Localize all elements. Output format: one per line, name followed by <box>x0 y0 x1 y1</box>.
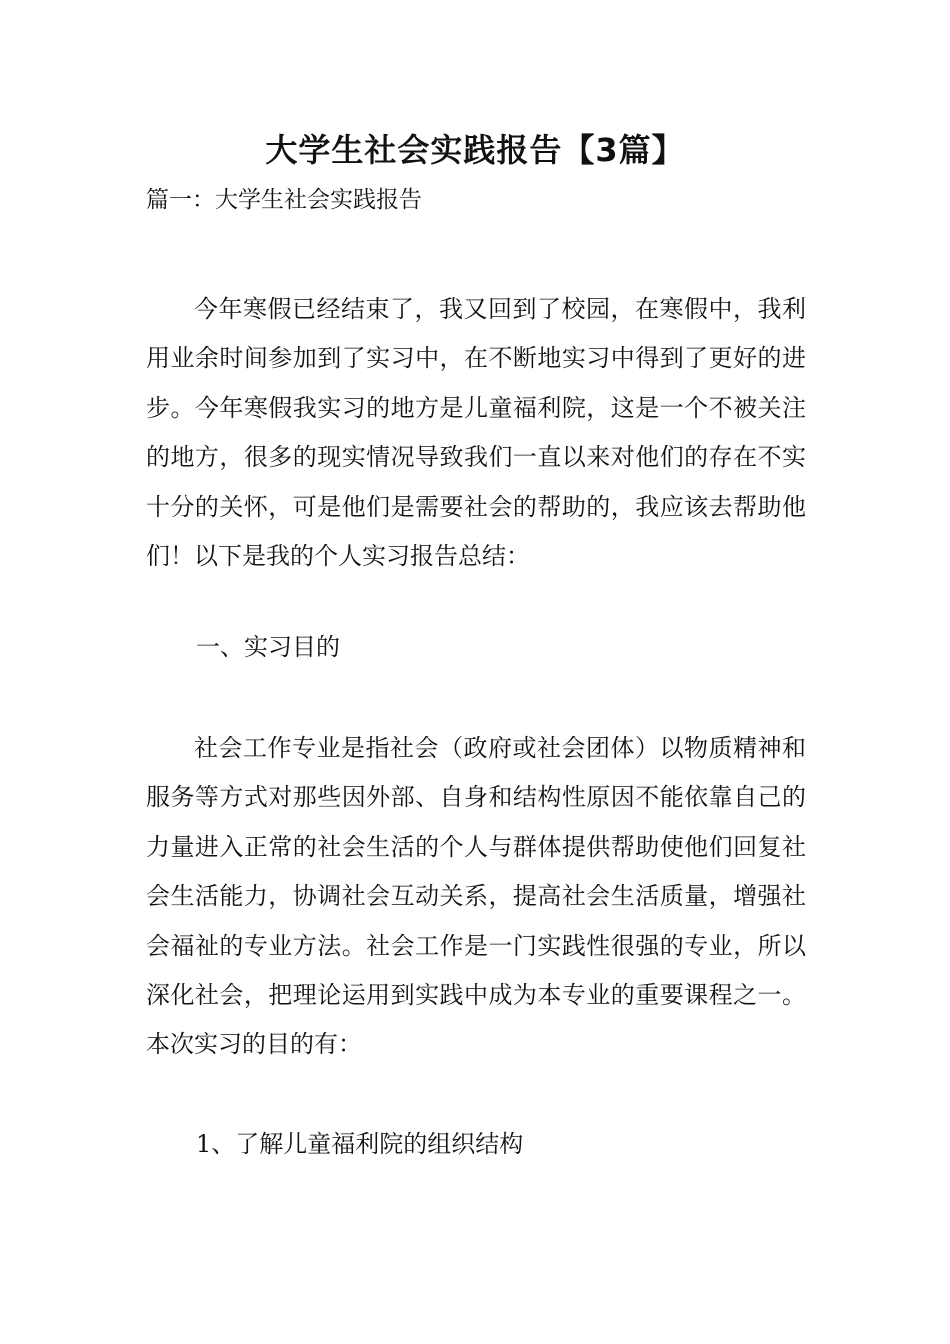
document-title: 大学生社会实践报告【3篇】 <box>265 131 685 169</box>
document-subtitle: 篇一：大学生社会实践报告 <box>146 187 422 213</box>
paragraph-purpose: 社会工作专业是指社会（政府或社会团体）以物质精神和服务等方式对那些因外部、自身和结构性原因不能依靠自己的力量进入正常的社会生活的个人与群体提供帮助使他们回复社会生活能力，协调社会互动关系，提高社会生活质量，增强社会福祉的专业方法。社会工作是一门实践性很强的专业，所以深化社会，把理论运用到实践中成为本专业的重要课程之一。本次实习的目的有： <box>146 734 806 1059</box>
paragraph-intro: 今年寒假已经结束了，我又回到了校园，在寒假中，我利用业余时间参加到了实习中，在不断地实习中得到了更好的进步。今年寒假我实习的地方是儿童福利院，这是一个不被关注的地方，很多的现实情况导致我们一直以来对他们的存在不实十分的关怀，可是他们是需要社会的帮助的，我应该去帮助他们！以下是我的个人实习报告总结： <box>146 295 806 571</box>
list-item-heading: 1、了解儿童福利院的组织结构 <box>196 1130 524 1158</box>
section-heading-purpose: 一、实习目的 <box>196 633 340 661</box>
